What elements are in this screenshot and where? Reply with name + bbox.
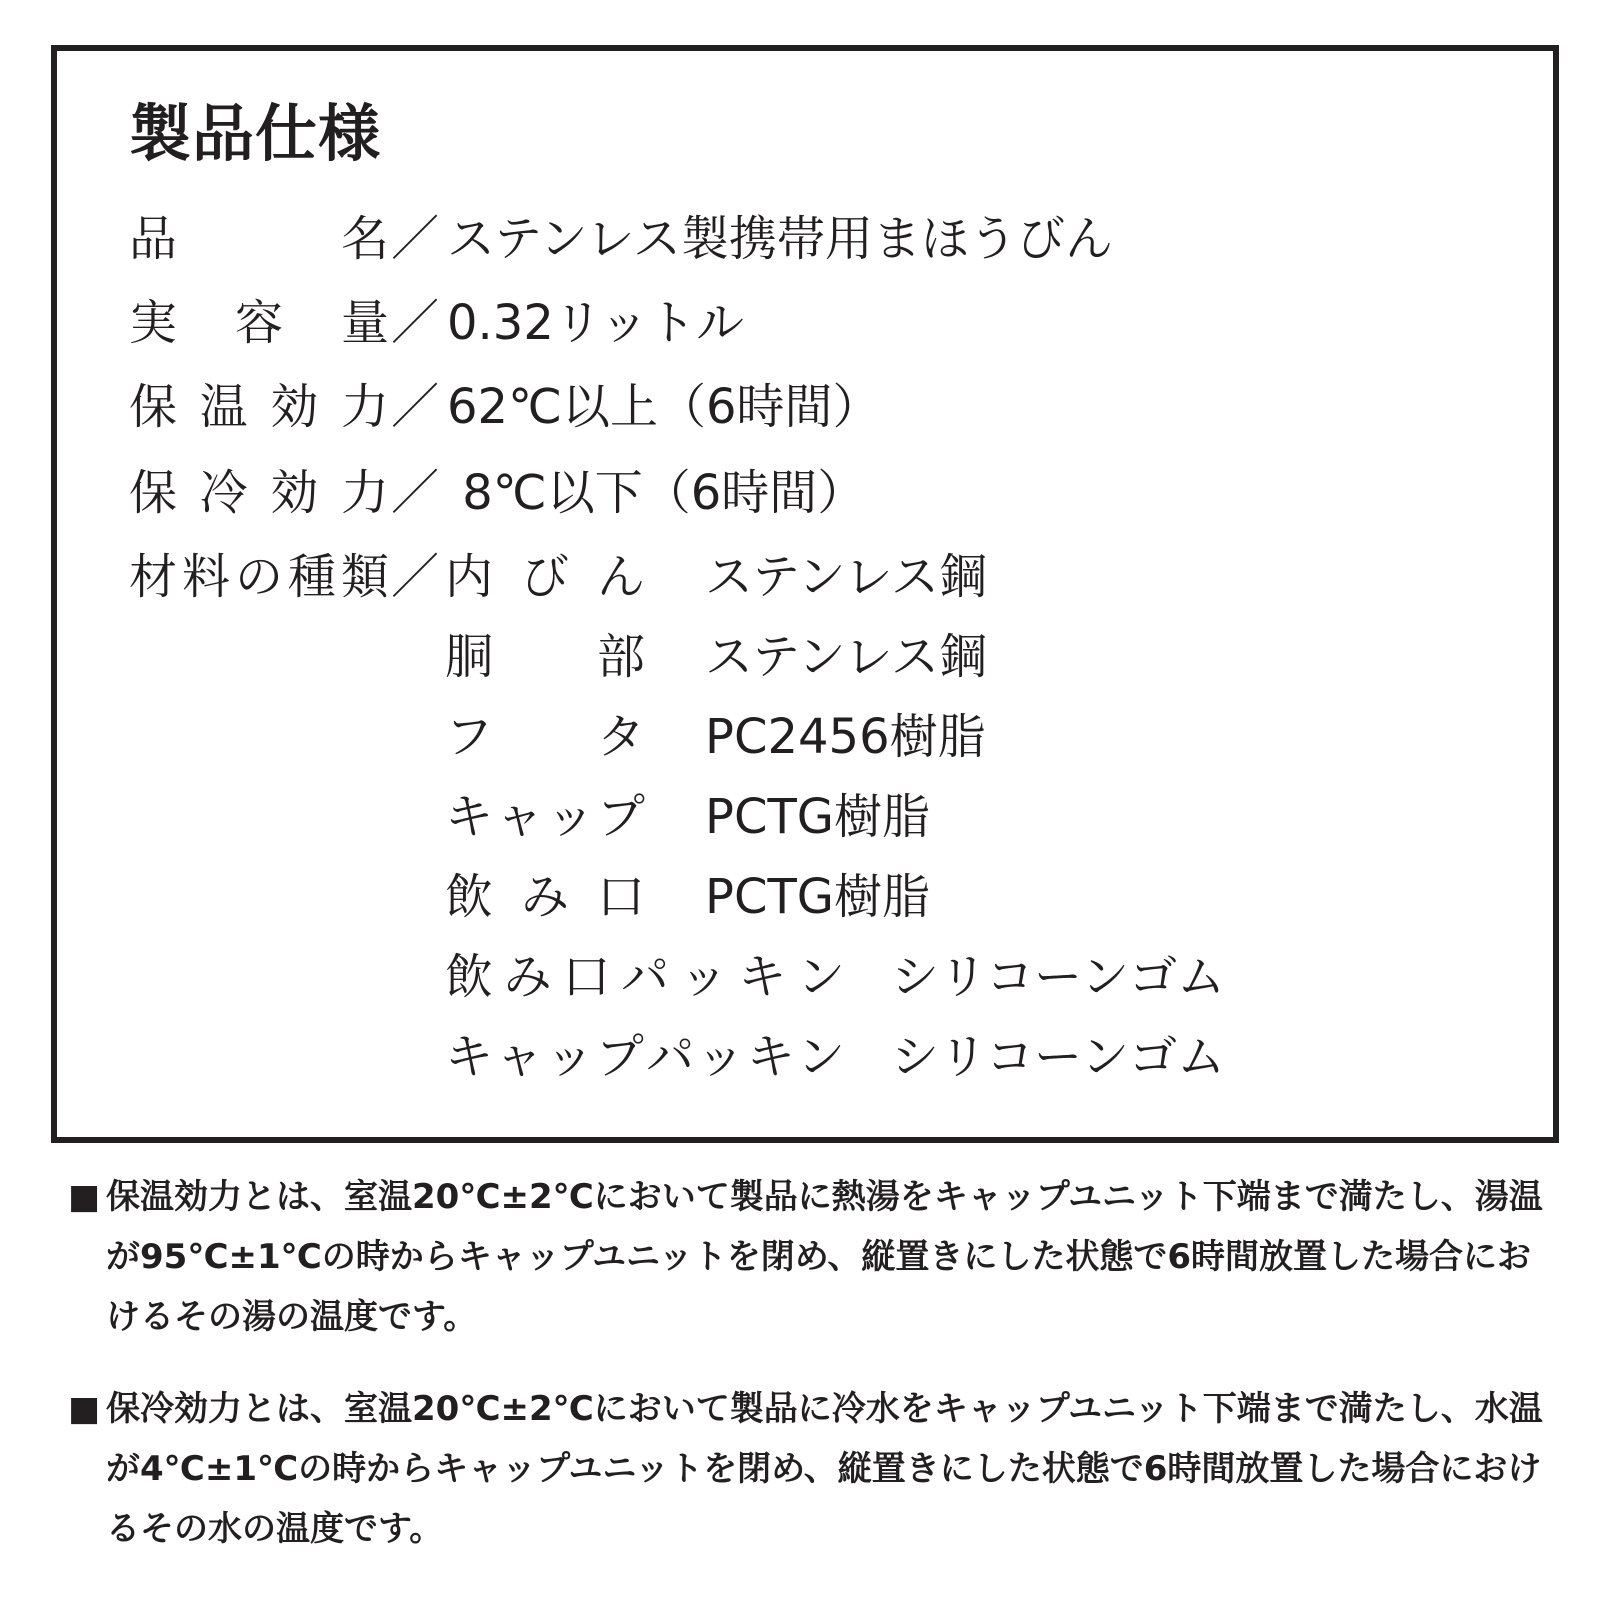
note-cold-retention: [68, 1379, 1548, 1559]
spec-value: 62℃以上（6時間）: [447, 379, 881, 435]
note-text: 保冷効力とは、室温20℃±2℃において製品に冷水をキャップユニット下端まで満たし、水温が4℃±1℃の時からキャップユニットを閉め、縦置きにした状態で6時間放置した場合におけるその水の温度です。: [106, 1389, 1543, 1549]
material-name: ステンレス鋼: [705, 629, 988, 685]
material-name: PCTG樹脂: [705, 789, 930, 845]
spec-value: ステンレス製携帯用まほうびん: [447, 211, 1114, 267]
material-part: 内 び ん: [445, 549, 645, 605]
separator: ／: [390, 295, 439, 351]
spec-value: 0.32リットル: [447, 295, 744, 351]
spec-label: 保 冷 効 力: [129, 465, 389, 521]
separator: ／: [390, 211, 439, 267]
material-part: 胴 部: [445, 629, 645, 685]
note-heat-retention: [68, 1167, 1548, 1347]
material-name: シリコーンゴム: [891, 1029, 1226, 1085]
spec-label: 材 料 の 種 類: [129, 549, 389, 605]
separator: ／: [390, 549, 439, 605]
material-part: 飲 み 口 パ ッ キ ン: [445, 949, 845, 1005]
spec-label: 品 名: [129, 211, 389, 267]
material-part: キ ャ ッ プ パ ッ キ ン: [445, 1029, 845, 1085]
material-part: フ タ: [445, 709, 645, 765]
material-name: PCTG樹脂: [705, 869, 930, 925]
spec-label: 実 容 量: [129, 295, 389, 351]
material-name: ステンレス鋼: [705, 549, 988, 605]
square-bullet-icon: ■: [68, 1389, 101, 1429]
square-bullet-icon: ■: [68, 1177, 101, 1217]
separator: ／: [390, 465, 439, 521]
material-part: キ ャ ッ プ: [445, 789, 645, 845]
material-part: 飲 み 口: [445, 869, 645, 925]
spec-value: 8℃以下（6時間）: [447, 465, 866, 521]
spec-box: [51, 45, 1559, 1143]
spec-title: 製品仕様: [129, 97, 382, 170]
material-name: シリコーンゴム: [891, 949, 1226, 1005]
note-text: 保温効力とは、室温20℃±2℃において製品に熱湯をキャップユニット下端まで満たし、湯温が95℃±1℃の時からキャップユニットを閉め、縦置きにした状態で6時間放置した場合におけるその湯の温度です。: [106, 1177, 1543, 1337]
spec-label: 保 温 効 力: [129, 379, 389, 435]
separator: ／: [390, 379, 439, 435]
material-name: PC2456樹脂: [705, 709, 986, 765]
